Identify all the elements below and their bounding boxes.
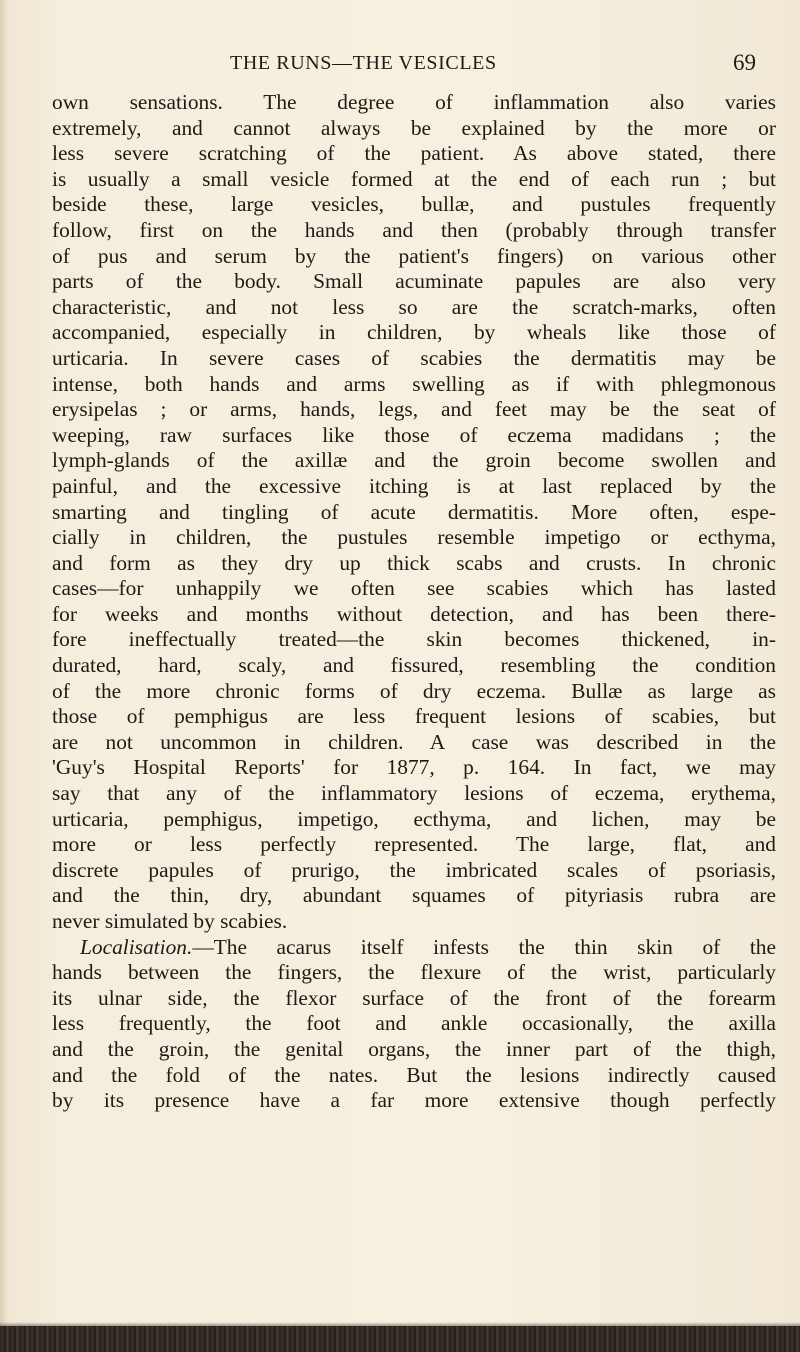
localisation-heading: Localisation. [80, 934, 193, 959]
running-head [0, 52, 800, 82]
text-line: parts of the body. Small acuminate papules are also very [52, 269, 776, 294]
text-line: hands between the fingers, the flexure of the wrist, particularly [52, 960, 776, 985]
text-line: painful, and the excessive itching is at last replaced by the [52, 473, 776, 498]
localisation-line [52, 935, 776, 961]
text-line: and the groin, the genital organs, the inner part of the thigh, [52, 1036, 776, 1061]
page-number: 69 [733, 50, 756, 75]
text-line: beside these, large vesicles, bullæ, and pustules frequently [52, 192, 776, 217]
scan-bottom-edge [0, 1326, 800, 1352]
body-text [52, 90, 776, 1114]
text-line: of pus and serum by the patient's fingers) on various other [52, 243, 776, 268]
text-line: discrete papules of prurigo, the imbricated scales of psoriasis, [52, 857, 776, 882]
text-line: 'Guy's Hospital Reports' for 1877, p. 164. In fact, we may [52, 755, 776, 780]
text-line: extremely, and cannot always be explained by the more or [52, 115, 776, 140]
text-line: follow, first on the hands and then (probably through transfer [52, 217, 776, 242]
text-line: smarting and tingling of acute dermatitis. More often, espe- [52, 499, 776, 524]
text-line: accompanied, especially in children, by wheals like those of [52, 320, 776, 345]
text-line: those of pemphigus are less frequent lesions of scabies, but [52, 704, 776, 729]
paragraph-end-line: never simulated by scabies. [52, 909, 288, 933]
text-line: less frequently, the foot and ankle occasionally, the axilla [52, 1011, 776, 1036]
text-line: and form as they dry up thick scabs and crusts. In chronic [52, 550, 776, 575]
text-line: urticaria. In severe cases of scabies the dermatitis may be [52, 345, 776, 370]
text-line: for weeks and months without detection, and has been there- [52, 601, 776, 626]
page-gutter-shadow [0, 0, 8, 1352]
text-line: fore ineffectually treated—the skin becomes thickened, in- [52, 627, 776, 652]
text-line: say that any of the inflammatory lesions of eczema, erythema, [52, 781, 776, 806]
text-line: by its presence have a far more extensive though perfectly [52, 1088, 776, 1113]
text-line: weeping, raw surfaces like those of eczema madidans ; the [52, 422, 776, 447]
text-line: less severe scratching of the patient. As above stated, there [52, 141, 776, 166]
localisation-first-text: —The acarus itself infests the thin skin of the [192, 934, 776, 959]
text-line: cially in children, the pustules resemble impetigo or ecthyma, [52, 525, 776, 550]
text-line: own sensations. The degree of inflammation also varies [52, 90, 776, 114]
text-line: characteristic, and not less so are the scratch-marks, often [52, 294, 776, 319]
text-line: and the fold of the nates. But the lesions indirectly caused [52, 1062, 776, 1087]
running-title: THE RUNS—THE VESICLES [230, 52, 497, 74]
text-line: its ulnar side, the flexor surface of the front of the forearm [52, 985, 776, 1010]
text-line: durated, hard, scaly, and fissured, resembling the condition [52, 653, 776, 678]
text-line: of the more chronic forms of dry eczema. Bullæ as large as [52, 678, 776, 703]
text-line: urticaria, pemphigus, impetigo, ecthyma, and lichen, may be [52, 806, 776, 831]
text-line: is usually a small vesicle formed at the end of each run ; but [52, 166, 776, 191]
text-line: more or less perfectly represented. The large, flat, and [52, 832, 776, 857]
text-line: cases—for unhappily we often see scabies which has lasted [52, 576, 776, 601]
text-line: and the thin, dry, abundant squames of pityriasis rubra are [52, 883, 776, 908]
text-line: lymph-glands of the axillæ and the groin become swollen and [52, 448, 776, 473]
text-line: intense, both hands and arms swelling as if with phlegmonous [52, 371, 776, 396]
text-line: erysipelas ; or arms, hands, legs, and feet may be the seat of [52, 397, 776, 422]
text-line: are not uncommon in children. A case was described in the [52, 729, 776, 754]
